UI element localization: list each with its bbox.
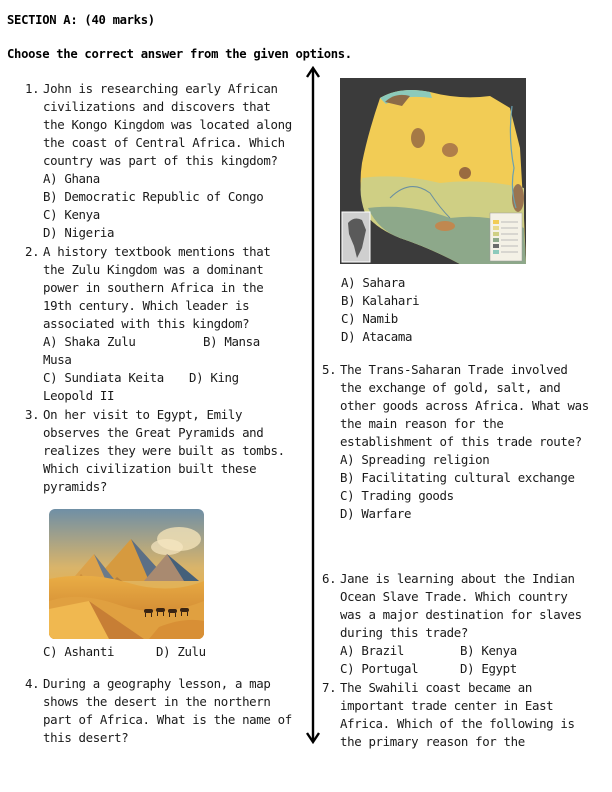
option-c[interactable]: C) Sundiata Keita xyxy=(43,370,164,385)
question-stem xyxy=(322,361,607,451)
question-stem xyxy=(322,679,607,751)
stem-line: the Kongo Kingdom was located along xyxy=(43,117,292,132)
question-stem xyxy=(25,80,300,170)
question-7 xyxy=(322,679,607,751)
stem-line: other goods across Africa. What was xyxy=(340,398,589,413)
stem-line: during this trade? xyxy=(340,625,468,640)
question-stem xyxy=(25,243,300,333)
stem-line: the coast of Central Africa. Which xyxy=(43,135,285,150)
question-stem xyxy=(322,570,607,642)
question-5 xyxy=(322,361,607,523)
option-b-continued[interactable]: Musa xyxy=(43,352,72,367)
stem-line: observes the Great Pyramids and xyxy=(43,425,264,440)
stem-line: John is researching early African xyxy=(43,81,278,96)
question-number: 7. xyxy=(322,680,337,695)
stem-line: establishment of this trade route? xyxy=(340,434,582,449)
question-4 xyxy=(25,675,310,747)
stem-line: part of Africa. What is the name of xyxy=(43,712,292,727)
option-a[interactable]: A) Spreading religion xyxy=(340,452,490,467)
stem-line: the primary reason for the xyxy=(340,734,525,749)
option-b[interactable]: B) Kenya xyxy=(460,643,517,658)
stem-line: important trade center in East xyxy=(340,698,554,713)
pyramids-image xyxy=(49,509,204,639)
question-number: 6. xyxy=(322,571,337,586)
question-3-options xyxy=(25,643,310,661)
option-d-continued[interactable]: Leopold II xyxy=(43,388,115,403)
stem-line: Ocean Slave Trade. Which country xyxy=(340,589,568,604)
option-a[interactable]: A) Ghana xyxy=(43,171,100,186)
question-1 xyxy=(25,80,300,242)
stem-line: civilizations and discovers that xyxy=(43,99,271,114)
stem-line: was a major destination for slaves xyxy=(340,607,582,622)
option-d[interactable]: D) Nigeria xyxy=(43,225,115,240)
pyramids-illustration xyxy=(49,509,204,639)
option-b[interactable]: B) Facilitating cultural exchange xyxy=(340,470,575,485)
question-3 xyxy=(25,406,310,496)
stem-line: power in southern Africa in the xyxy=(43,280,264,295)
desert-map-image xyxy=(340,78,526,264)
stem-line: 19th century. Which leader is xyxy=(43,298,250,313)
option-c[interactable]: C) Kenya xyxy=(43,207,100,222)
section-title: SECTION A: (40 marks) xyxy=(7,13,155,27)
stem-line: Africa. Which of the following is xyxy=(340,716,575,731)
option-b[interactable]: B) Democratic Republic of Congo xyxy=(43,189,264,204)
question-number: 1. xyxy=(25,81,40,96)
question-number: 4. xyxy=(25,676,40,691)
option-b[interactable]: B) Mansa xyxy=(203,334,260,349)
option-c[interactable]: C) Trading goods xyxy=(340,488,454,503)
stem-line: the Zulu Kingdom was a dominant xyxy=(43,262,264,277)
question-6 xyxy=(322,570,607,678)
stem-line: associated with this kingdom? xyxy=(43,316,250,331)
option-b[interactable]: B) Kalahari xyxy=(341,293,420,308)
stem-line: country was part of this kingdom? xyxy=(43,153,278,168)
option-c[interactable]: C) Ashanti xyxy=(43,644,115,659)
option-d[interactable]: D) King xyxy=(189,370,239,385)
question-number: 3. xyxy=(25,407,40,422)
stem-line: On her visit to Egypt, Emily xyxy=(43,407,243,422)
stem-line: During a geography lesson, a map xyxy=(43,676,271,691)
question-2 xyxy=(25,243,300,405)
option-d[interactable]: D) Warfare xyxy=(340,506,412,521)
option-a[interactable]: A) Brazil xyxy=(340,643,404,658)
instructions: Choose the correct answer from the given options. xyxy=(7,47,352,61)
stem-line: shows the desert in the northern xyxy=(43,694,271,709)
option-c[interactable]: C) Portugal xyxy=(340,661,419,676)
north-africa-map xyxy=(340,78,526,264)
question-number: 2. xyxy=(25,244,40,259)
question-stem xyxy=(25,675,310,747)
option-a[interactable]: A) Shaka Zulu xyxy=(43,334,136,349)
question-stem xyxy=(25,406,310,496)
stem-line: realizes they were built as tombs. xyxy=(43,443,285,458)
stem-line: A history textbook mentions that xyxy=(43,244,271,259)
option-a[interactable]: A) Sahara xyxy=(341,275,405,290)
option-c[interactable]: C) Namib xyxy=(341,311,398,326)
stem-line: Jane is learning about the Indian xyxy=(340,571,575,586)
stem-line: Which civilization built these xyxy=(43,461,257,476)
stem-line: this desert? xyxy=(43,730,129,745)
stem-line: pyramids? xyxy=(43,479,107,494)
stem-line: The Trans-Saharan Trade involved xyxy=(340,362,568,377)
stem-line: the main reason for the xyxy=(340,416,504,431)
option-d[interactable]: D) Atacama xyxy=(341,329,413,344)
question-number: 5. xyxy=(322,362,337,377)
stem-line: the exchange of gold, salt, and xyxy=(340,380,561,395)
option-d[interactable]: D) Egypt xyxy=(460,661,517,676)
question-4-options xyxy=(323,274,603,346)
option-d[interactable]: D) Zulu xyxy=(156,644,206,659)
stem-line: The Swahili coast became an xyxy=(340,680,532,695)
